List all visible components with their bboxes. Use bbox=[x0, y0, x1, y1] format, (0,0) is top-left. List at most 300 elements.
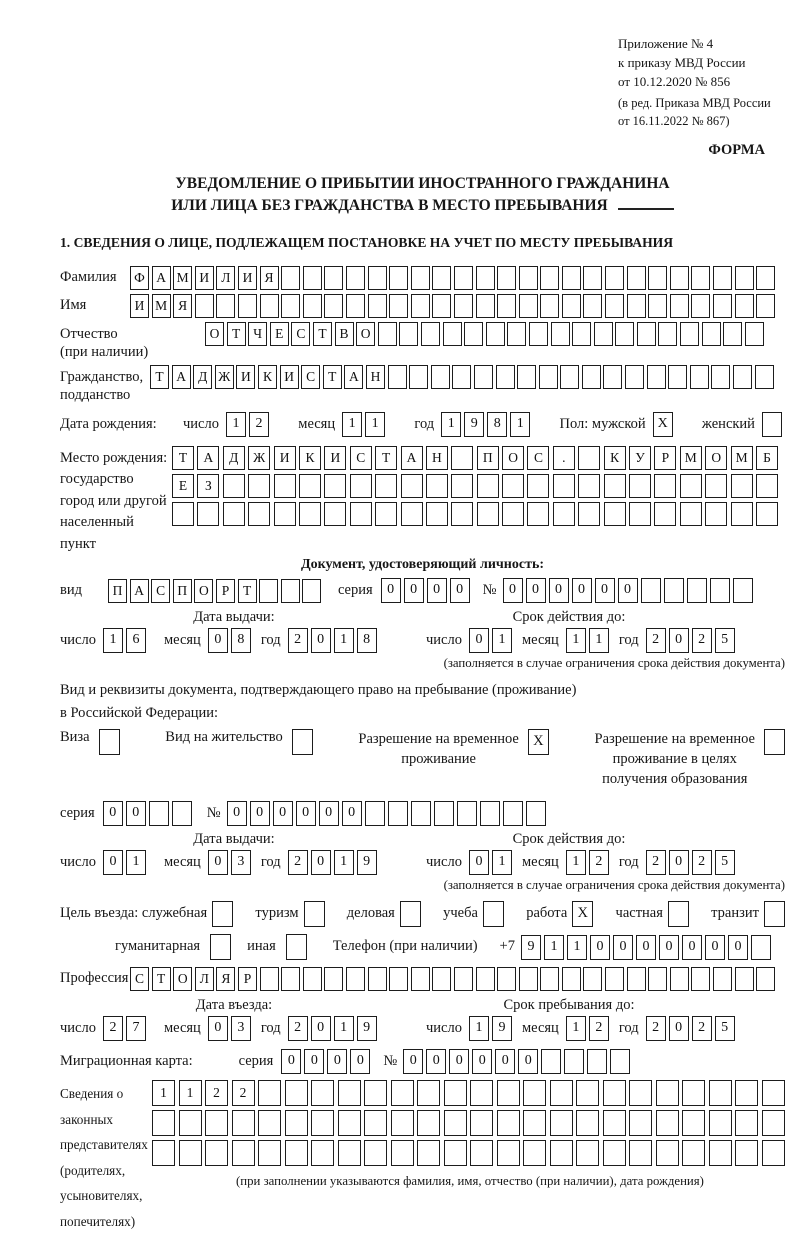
citizenship-label: Гражданство, подданство bbox=[60, 368, 144, 403]
patronymic-char-cell: Т bbox=[227, 322, 246, 346]
stay-until-group bbox=[408, 1016, 785, 1041]
surname-char-cell bbox=[411, 266, 430, 290]
char-cell bbox=[762, 412, 782, 437]
char-cell bbox=[417, 1110, 440, 1136]
given-name-char-cell bbox=[260, 294, 279, 318]
char-cell bbox=[705, 474, 727, 498]
char-cell bbox=[523, 1140, 546, 1166]
citizenship-char-cell bbox=[431, 365, 450, 389]
char-cell bbox=[603, 1110, 626, 1136]
resdoc-valid-year-cells bbox=[646, 850, 738, 875]
citizenship-char-cell: С bbox=[301, 365, 320, 389]
char-cell: Д bbox=[223, 446, 245, 470]
birthdate-day-group bbox=[183, 412, 272, 437]
char-cell: З bbox=[197, 474, 219, 498]
given-name-cells bbox=[130, 294, 778, 318]
char-cell bbox=[541, 1049, 561, 1074]
char-cell: 2 bbox=[646, 628, 666, 653]
patronymic-char-cell bbox=[529, 322, 548, 346]
migcard-series-cells bbox=[281, 1049, 373, 1074]
char-cell bbox=[731, 502, 753, 526]
char-cell: Н bbox=[426, 446, 448, 470]
doc-kind-char-cell: Т bbox=[238, 579, 257, 603]
birthplace-label: Место рождения: государство город или другой населенный пункт bbox=[60, 449, 168, 552]
char-cell: 9 bbox=[357, 850, 377, 875]
purpose-humanitarian-checkbox bbox=[210, 934, 231, 960]
resdoc-series-cells bbox=[103, 801, 195, 826]
year-label: год bbox=[260, 1019, 281, 1036]
given-name-char-cell bbox=[756, 294, 775, 318]
doc-number-label: № bbox=[482, 581, 497, 598]
char-cell bbox=[680, 474, 702, 498]
char-cell bbox=[550, 1080, 573, 1106]
day-label: число bbox=[60, 1019, 96, 1036]
issue-date-header: Дата выдачи: bbox=[193, 831, 275, 847]
char-cell: 1 bbox=[567, 935, 587, 960]
patronymic-char-cell bbox=[637, 322, 656, 346]
char-cell bbox=[682, 1080, 705, 1106]
char-cell bbox=[172, 801, 192, 826]
char-cell: 0 bbox=[728, 935, 748, 960]
char-cell: Т bbox=[375, 446, 397, 470]
iddoc-issue-year-cells bbox=[288, 628, 380, 653]
citizenship-char-cell: К bbox=[258, 365, 277, 389]
day-label: число bbox=[183, 415, 219, 432]
char-cell bbox=[258, 1140, 281, 1166]
citizenship-char-cell bbox=[733, 365, 752, 389]
valid-until-header: Срок действия до: bbox=[512, 831, 626, 847]
char-cell bbox=[391, 1140, 414, 1166]
char-cell: 0 bbox=[311, 628, 331, 653]
patronymic-char-cell bbox=[572, 322, 591, 346]
forma-label: ФОРМА bbox=[708, 142, 765, 158]
residence-permit-item bbox=[165, 729, 312, 755]
char-cell: У bbox=[629, 446, 651, 470]
purpose-private-item bbox=[616, 901, 689, 927]
purpose-humanitarian-label: гуманитарная bbox=[115, 938, 201, 955]
ref-amendment-note bbox=[618, 94, 785, 130]
char-cell: 0 bbox=[518, 1049, 538, 1074]
surname-char-cell bbox=[691, 266, 710, 290]
representatives-label: Сведения о законных представителях (родителях, усыновителях, попечителях) bbox=[60, 1086, 148, 1229]
purpose-other-label: иная bbox=[247, 938, 276, 955]
char-cell bbox=[324, 502, 346, 526]
day-label: число bbox=[426, 853, 462, 870]
char-cell bbox=[762, 1110, 785, 1136]
iddoc-valid-month-cells bbox=[566, 628, 612, 653]
given-name-char-cell bbox=[324, 294, 343, 318]
doc-series-cells bbox=[381, 578, 473, 603]
citizenship-char-cell bbox=[711, 365, 730, 389]
char-cell: 2 bbox=[692, 628, 712, 653]
profession-char-cell: С bbox=[130, 967, 149, 991]
char-cell bbox=[444, 1110, 467, 1136]
char-cell bbox=[451, 474, 473, 498]
patronymic-char-cell bbox=[421, 322, 440, 346]
char-cell: 7 bbox=[126, 1016, 146, 1041]
purpose-official-item bbox=[60, 901, 233, 927]
char-cell bbox=[299, 502, 321, 526]
char-cell bbox=[483, 901, 504, 927]
iddoc-valid-day-cells bbox=[469, 628, 515, 653]
char-cell bbox=[705, 502, 727, 526]
char-cell bbox=[285, 1110, 308, 1136]
char-cell: 2 bbox=[646, 850, 666, 875]
resdoc-valid-group bbox=[408, 850, 785, 875]
month-label: месяц bbox=[298, 415, 336, 432]
birthdate-year-group bbox=[414, 412, 533, 437]
char-cell bbox=[735, 1140, 758, 1166]
section1-heading: 1. СВЕДЕНИЯ О ЛИЦЕ, ПОДЛЕЖАЩЕМ ПОСТАНОВКЕ НА УЧЕТ ПО МЕСТУ ПРЕБЫВАНИЯ bbox=[60, 235, 674, 251]
birthplace-row1-cells bbox=[172, 446, 781, 470]
doc-kind-char-cell: С bbox=[151, 579, 170, 603]
profession-char-cell bbox=[346, 967, 365, 991]
resdoc-text-line1: Вид и реквизиты документа, подтверждающего право на пребывание (проживание) bbox=[60, 682, 577, 698]
char-cell bbox=[324, 474, 346, 498]
entry-day-cells bbox=[103, 1016, 149, 1041]
month-label: месяц bbox=[163, 853, 201, 870]
profession-label: Профессия bbox=[60, 970, 129, 987]
char-cell: 1 bbox=[126, 850, 146, 875]
purpose-study-checkbox bbox=[483, 901, 504, 927]
citizenship-char-cell bbox=[560, 365, 579, 389]
char-cell: 2 bbox=[103, 1016, 123, 1041]
purpose-business-label: деловая bbox=[346, 905, 395, 922]
given-name-char-cell bbox=[216, 294, 235, 318]
char-cell: X bbox=[653, 412, 673, 437]
representatives-cells-block bbox=[152, 1080, 788, 1189]
purpose-transit-label: транзит bbox=[711, 905, 759, 922]
char-cell: 3 bbox=[231, 850, 251, 875]
patronymic-char-cell bbox=[615, 322, 634, 346]
citizenship-char-cell bbox=[755, 365, 774, 389]
char-cell: 0 bbox=[472, 1049, 492, 1074]
char-cell bbox=[417, 1140, 440, 1166]
char-cell: 0 bbox=[103, 850, 123, 875]
iddoc-valid-year-cells bbox=[646, 628, 738, 653]
validity-note: (заполняется в случае ограничения срока действия документа) bbox=[443, 656, 785, 670]
char-cell: 0 bbox=[403, 1049, 423, 1074]
entry-year-cells bbox=[288, 1016, 380, 1041]
char-cell bbox=[149, 801, 169, 826]
char-cell bbox=[576, 1140, 599, 1166]
patronymic-char-cell bbox=[399, 322, 418, 346]
char-cell: С bbox=[350, 446, 372, 470]
doc-kind-cells bbox=[108, 579, 324, 603]
char-cell bbox=[197, 502, 219, 526]
char-cell bbox=[391, 1080, 414, 1106]
char-cell bbox=[756, 502, 778, 526]
given-name-char-cell bbox=[735, 294, 754, 318]
profession-char-cell bbox=[540, 967, 559, 991]
given-name-char-cell bbox=[195, 294, 214, 318]
year-label: год bbox=[414, 415, 435, 432]
patronymic-char-cell bbox=[658, 322, 677, 346]
char-cell: X bbox=[528, 729, 549, 755]
char-cell bbox=[205, 1140, 228, 1166]
month-label: месяц bbox=[521, 853, 559, 870]
char-cell bbox=[523, 1110, 546, 1136]
char-cell: 1 bbox=[566, 850, 586, 875]
char-cell bbox=[710, 578, 730, 603]
char-cell bbox=[497, 1140, 520, 1166]
purpose-tourism-label: туризм bbox=[255, 905, 299, 922]
iddoc-dates-row bbox=[60, 628, 785, 653]
migration-card-label: Миграционная карта: bbox=[60, 1052, 193, 1069]
visa-label: Виза bbox=[60, 729, 90, 745]
representatives-row2-cells bbox=[152, 1110, 788, 1136]
char-cell: 8 bbox=[231, 628, 251, 653]
profession-cells bbox=[130, 967, 778, 991]
birthdate-month-group bbox=[298, 412, 388, 437]
given-name-char-cell bbox=[432, 294, 451, 318]
profession-char-cell: Т bbox=[152, 967, 171, 991]
char-cell: Т bbox=[172, 446, 194, 470]
char-cell bbox=[687, 578, 707, 603]
identity-doc-heading: Документ, удостоверяющий личность: bbox=[300, 557, 545, 573]
char-cell bbox=[553, 474, 575, 498]
given-name-char-cell: Я bbox=[173, 294, 192, 318]
surname-char-cell bbox=[389, 266, 408, 290]
migcard-series-label: серия bbox=[238, 1052, 274, 1069]
surname-char-cell bbox=[648, 266, 667, 290]
birthplace-block bbox=[60, 446, 785, 556]
given-name-label: Имя bbox=[60, 296, 87, 313]
surname-char-cell bbox=[519, 266, 538, 290]
char-cell: 0 bbox=[495, 1049, 515, 1074]
purpose-work-checkbox bbox=[572, 901, 593, 927]
citizenship-char-cell: Н bbox=[366, 365, 385, 389]
entry-date-group bbox=[60, 1016, 408, 1041]
profession-char-cell bbox=[303, 967, 322, 991]
char-cell bbox=[457, 801, 477, 826]
char-cell bbox=[375, 474, 397, 498]
char-cell: С bbox=[527, 446, 549, 470]
char-cell: 1 bbox=[492, 628, 512, 653]
representatives-row1-cells bbox=[152, 1080, 788, 1106]
char-cell bbox=[735, 1110, 758, 1136]
patronymic-label: Отчество (при наличии) bbox=[60, 325, 149, 360]
purpose-tourism-checkbox bbox=[304, 901, 325, 927]
char-cell bbox=[375, 502, 397, 526]
char-cell bbox=[451, 446, 473, 470]
given-name-char-cell bbox=[583, 294, 602, 318]
char-cell bbox=[550, 1140, 573, 1166]
given-name-char-cell bbox=[540, 294, 559, 318]
char-cell: . bbox=[553, 446, 575, 470]
char-cell: 2 bbox=[589, 850, 609, 875]
char-cell bbox=[388, 801, 408, 826]
char-cell bbox=[709, 1140, 732, 1166]
char-cell: 6 bbox=[126, 628, 146, 653]
profession-char-cell bbox=[735, 967, 754, 991]
doc-kind-char-cell: П bbox=[108, 579, 127, 603]
surname-char-cell bbox=[670, 266, 689, 290]
char-cell bbox=[292, 729, 313, 755]
char-cell bbox=[668, 901, 689, 927]
char-cell bbox=[576, 1110, 599, 1136]
surname-char-cell: Л bbox=[216, 266, 235, 290]
profession-char-cell bbox=[368, 967, 387, 991]
char-cell bbox=[527, 502, 549, 526]
citizenship-char-cell bbox=[582, 365, 601, 389]
char-cell: 0 bbox=[404, 578, 424, 603]
residence-permit-label: Вид на жительство bbox=[165, 729, 283, 745]
ref-note-line: (в ред. Приказа МВД России bbox=[618, 96, 771, 110]
char-cell: 9 bbox=[464, 412, 484, 437]
char-cell: 3 bbox=[231, 1016, 251, 1041]
char-cell: 5 bbox=[715, 628, 735, 653]
citizenship-char-cell bbox=[409, 365, 428, 389]
year-label: год bbox=[618, 631, 639, 648]
birthplace-row3-cells bbox=[172, 502, 781, 526]
patronymic-char-cell: В bbox=[335, 322, 354, 346]
char-cell bbox=[731, 474, 753, 498]
char-cell bbox=[764, 729, 785, 755]
char-cell: К bbox=[299, 446, 321, 470]
char-cell: 2 bbox=[646, 1016, 666, 1041]
citizenship-char-cell: А bbox=[172, 365, 191, 389]
char-cell: О bbox=[705, 446, 727, 470]
char-cell: 1 bbox=[510, 412, 530, 437]
char-cell: 2 bbox=[692, 850, 712, 875]
char-cell bbox=[401, 474, 423, 498]
char-cell bbox=[480, 801, 500, 826]
char-cell bbox=[223, 474, 245, 498]
iddoc-dates-headers bbox=[60, 609, 785, 626]
char-cell: 1 bbox=[334, 850, 354, 875]
char-cell: 0 bbox=[503, 578, 523, 603]
surname-char-cell: И bbox=[195, 266, 214, 290]
char-cell bbox=[223, 502, 245, 526]
char-cell bbox=[641, 578, 661, 603]
char-cell bbox=[553, 502, 575, 526]
char-cell bbox=[604, 474, 626, 498]
char-cell: О bbox=[502, 446, 524, 470]
char-cell: 1 bbox=[334, 1016, 354, 1041]
doc-series-label: серия bbox=[337, 581, 373, 598]
char-cell bbox=[364, 1080, 387, 1106]
char-cell bbox=[304, 901, 325, 927]
citizenship-char-cell: А bbox=[344, 365, 363, 389]
profession-char-cell bbox=[281, 967, 300, 991]
char-cell: 0 bbox=[327, 1049, 347, 1074]
surname-char-cell: А bbox=[152, 266, 171, 290]
day-label: число bbox=[426, 1019, 462, 1036]
iddoc-issue-day-cells bbox=[103, 628, 149, 653]
char-cell: 2 bbox=[288, 850, 308, 875]
purpose-other-checkbox bbox=[286, 934, 307, 960]
patronymic-char-cell bbox=[378, 322, 397, 346]
resdoc-issue-year-cells bbox=[288, 850, 380, 875]
char-cell bbox=[232, 1110, 255, 1136]
surname-char-cell: Ф bbox=[130, 266, 149, 290]
entry-dates-headers bbox=[60, 997, 785, 1014]
birthdate-day-cells bbox=[226, 412, 272, 437]
char-cell bbox=[152, 1110, 175, 1136]
doc-kind-char-cell bbox=[302, 579, 321, 603]
citizenship-char-cell bbox=[474, 365, 493, 389]
char-cell bbox=[205, 1110, 228, 1136]
form-title-line2: ИЛИ ЛИЦА БЕЗ ГРАЖДАНСТВА В МЕСТО ПРЕБЫВАНИЯ bbox=[60, 195, 785, 217]
char-cell bbox=[248, 474, 270, 498]
char-cell: 1 bbox=[441, 412, 461, 437]
char-cell: 0 bbox=[669, 1016, 689, 1041]
char-cell bbox=[603, 1140, 626, 1166]
surname-char-cell bbox=[627, 266, 646, 290]
profession-char-cell bbox=[691, 967, 710, 991]
char-cell: А bbox=[197, 446, 219, 470]
char-cell: 0 bbox=[208, 628, 228, 653]
char-cell bbox=[680, 502, 702, 526]
profession-char-cell: Р bbox=[238, 967, 257, 991]
char-cell bbox=[751, 935, 771, 960]
surname-char-cell: Я bbox=[260, 266, 279, 290]
representatives-block bbox=[60, 1080, 785, 1234]
char-cell: 0 bbox=[526, 578, 546, 603]
char-cell bbox=[248, 502, 270, 526]
patronymic-char-cell bbox=[486, 322, 505, 346]
patronymic-cells bbox=[205, 322, 766, 346]
migcard-number-label: № bbox=[383, 1052, 398, 1069]
char-cell: 1 bbox=[492, 850, 512, 875]
doc-kind-char-cell: П bbox=[173, 579, 192, 603]
humanitarian-phone-row bbox=[115, 934, 785, 960]
char-cell bbox=[550, 1110, 573, 1136]
citizenship-char-cell bbox=[496, 365, 515, 389]
char-cell bbox=[578, 474, 600, 498]
char-cell: 2 bbox=[232, 1080, 255, 1106]
resdoc-number-cells bbox=[227, 801, 549, 826]
surname-char-cell bbox=[368, 266, 387, 290]
char-cell bbox=[654, 502, 676, 526]
char-cell: 0 bbox=[618, 578, 638, 603]
char-cell bbox=[391, 1110, 414, 1136]
given-name-char-cell bbox=[670, 294, 689, 318]
given-name-char-cell bbox=[454, 294, 473, 318]
day-label: число bbox=[60, 853, 96, 870]
char-cell bbox=[426, 474, 448, 498]
profession-char-cell: Л bbox=[195, 967, 214, 991]
purpose-work-item bbox=[526, 901, 593, 927]
sex-male-label: Пол: мужской bbox=[559, 415, 646, 432]
char-cell bbox=[212, 901, 233, 927]
char-cell bbox=[629, 502, 651, 526]
char-cell bbox=[470, 1140, 493, 1166]
char-cell bbox=[477, 502, 499, 526]
char-cell: 0 bbox=[595, 578, 615, 603]
given-name-char-cell bbox=[605, 294, 624, 318]
birthdate-label: Дата рождения: bbox=[60, 415, 157, 432]
char-cell bbox=[629, 1110, 652, 1136]
purpose-private-label: частная bbox=[615, 905, 663, 922]
surname-char-cell bbox=[432, 266, 451, 290]
given-name-char-cell bbox=[691, 294, 710, 318]
patronymic-char-cell bbox=[723, 322, 742, 346]
purpose-study-label: учеба bbox=[443, 905, 478, 922]
patronymic-char-cell bbox=[702, 322, 721, 346]
patronymic-char-cell bbox=[745, 322, 764, 346]
char-cell bbox=[232, 1140, 255, 1166]
given-name-row bbox=[60, 294, 785, 318]
char-cell: 0 bbox=[250, 801, 270, 826]
doc-kind-char-cell bbox=[259, 579, 278, 603]
patronymic-char-cell: Ч bbox=[248, 322, 267, 346]
given-name-char-cell bbox=[562, 294, 581, 318]
birthdate-month-cells bbox=[342, 412, 388, 437]
char-cell: 0 bbox=[304, 1049, 324, 1074]
char-cell: 9 bbox=[521, 935, 541, 960]
